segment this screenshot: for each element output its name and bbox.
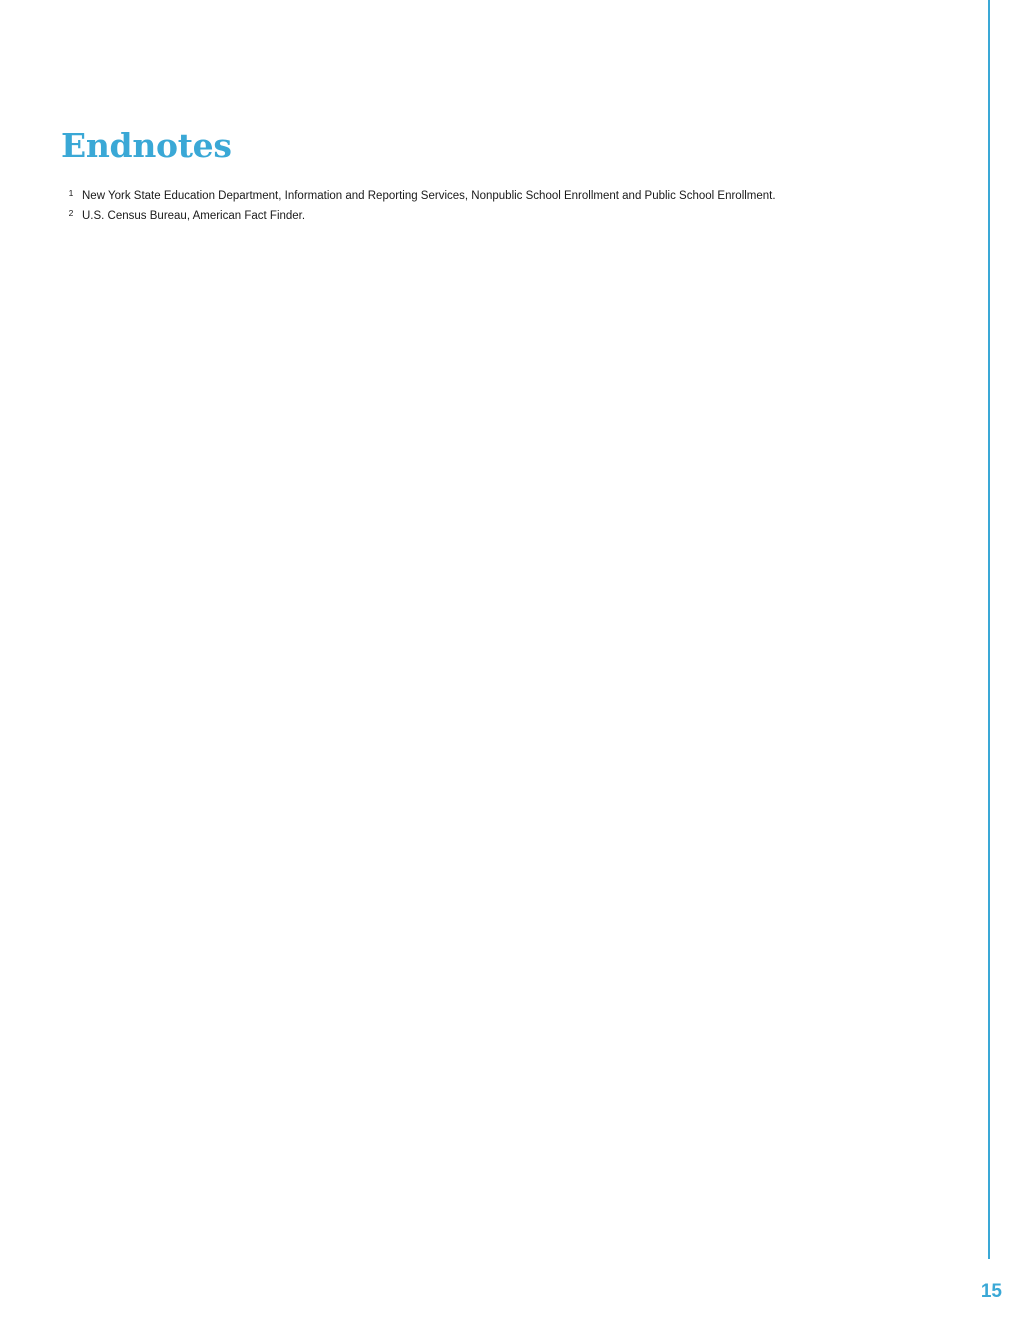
page-title: Endnotes <box>61 126 232 165</box>
margin-rule <box>988 0 990 1259</box>
endnote-number: 1 <box>68 188 74 198</box>
endnote-text: New York State Education Department, Information and Reporting Services, Nonpublic School Enrollment and Public School Enrollment. <box>82 190 776 202</box>
page-number: 15 <box>980 1281 1002 1302</box>
endnote-text: U.S. Census Bureau, American Fact Finder. <box>82 210 306 222</box>
endnote-number: 2 <box>68 208 74 218</box>
